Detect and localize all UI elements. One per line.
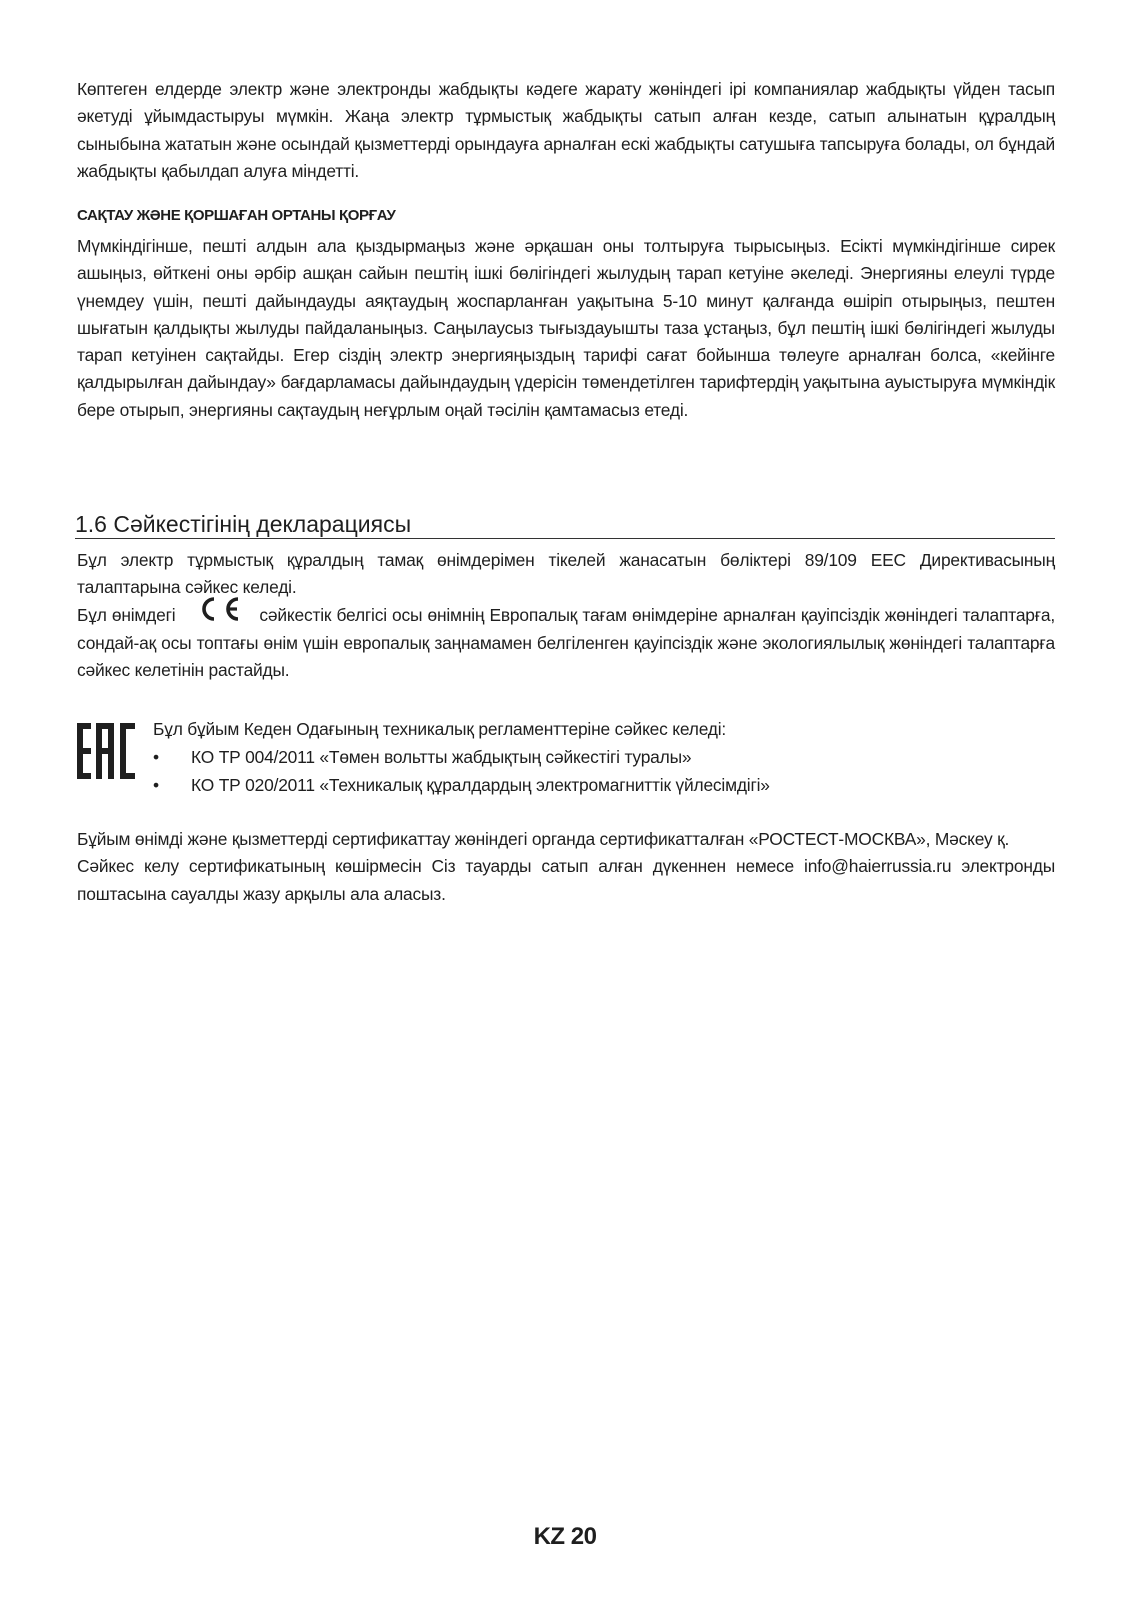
declaration-paragraph-2 xyxy=(77,602,1055,685)
intro-text: Көптеген елдерде электр және электронды жабдықты кәдеге жарату жөніндегі ірі компаниялар жабдықты үйден тасып әкетуді ұйымдастыруы мүмкін. Жаңа электр тұрмыстық жабдықты сатып алған кезде, сатып алынатын құралдың сыныбына жататын және осындай қызметтерді орындауға арналған ескі жабдықты сатушыға тапсыруға болады, ол бұндай жабдықты қабылдап алуға міндетті. xyxy=(77,79,1055,181)
ce-mark-icon xyxy=(197,596,241,630)
intro-paragraph xyxy=(77,76,1055,185)
page-number: KZ 20 xyxy=(533,1523,597,1550)
eac-item-text: КО ТР 020/2011 «Техникалық құралдардың электромагниттік үйлесімдігі» xyxy=(191,775,770,795)
eac-item-text: КО ТР 004/2011 «Төмен вольтты жабдықтың сәйкестігі туралы» xyxy=(191,747,692,767)
eac-intro: Бұл бұйым Кеден Одағының техникалық регламенттеріне сәйкес келеді: xyxy=(153,719,727,739)
cert-paragraph-1: Бұйым өнімді және қызметтерді сертификаттау жөніндегі органда сертификатталған «РОСТЕСТ-МОСКВА», Мәскеу қ. xyxy=(77,829,1010,849)
eac-list xyxy=(153,743,770,799)
declaration-p2-rest: сәйкестік белгісі осы өнімнің Европалық тағам өнімдеріне арналған қауіпсіздік жөніндегі талаптарға, сондай-ақ осы топтағы өнім үшін европалық заңнамамен белгіленген қауіпсіздік және экологиялылық жөніндегі талаптарға сәйкес келетінін растайды. xyxy=(77,604,1056,681)
cert-paragraph-2: Сәйкес келу сертификатының көшірмесін Сіз тауарды сатып алған дүкеннен немесе info@haierrussia.ru электронды поштасына сауалды жазу арқылы ала аласыз. xyxy=(77,856,1055,904)
declaration-title: 1.6 Сәйкестігінің декларациясы xyxy=(75,510,1055,539)
care-heading: САҚТАУ ЖӘНЕ ҚОРШАҒАН ОРТАНЫ ҚОРҒАУ xyxy=(77,207,396,224)
eac-list-item xyxy=(153,771,770,799)
eac-text xyxy=(153,715,770,799)
eac-list-item xyxy=(153,743,770,771)
declaration-section xyxy=(77,547,1055,685)
bullet: • xyxy=(153,747,159,767)
bullet: • xyxy=(153,775,159,795)
certification-section xyxy=(77,826,1055,908)
declaration-p2-start: Бұл өнімдегі xyxy=(77,604,176,625)
care-paragraph xyxy=(77,233,1055,424)
eac-mark-icon xyxy=(77,723,135,784)
declaration-paragraph-1: Бұл электр тұрмыстық құралдың тамақ өнімдерімен тікелей жанасатын бөліктері 89/109 EEC Директивасының талаптарына сәйкес келеді. xyxy=(77,550,1055,598)
care-text: Мүмкіндігінше, пешті алдын ала қыздырмаңыз және әрқашан оны толтыруға тырысыңыз. Есікті мүмкіндігінше сирек ашыңыз, өйткені оны әрбір ашқан сайын пештің ішкі бөлігіндегі жылудың тарап кетуіне әкеледі. Энергияны елеулі түрде үнемдеу үшін, пешті дайындауды аяқтаудың жоспарланған уақытына 5-10 минут қалғанда өшіріп отырыңыз, пештен шығатын қалдықты жылуды пайдаланыңыз. Саңылаусыз тығыздауышты таза ұстаңыз, бұл пештің ішкі бөлігіндегі жылуды тарап кетуінен сақтайды. Егер сіздің электр энергияңыздың тарифі сағат бойынша төлеуге арналған болса, «кейінге қалдырылған дайындау» бағдарламасы дайындаудың үдерісін төмендетілген тарифтердің уақытына ауыстыруға мүмкіндік бере отырып, энергияны сақтаудың неғұрлым оңай тәсілін қамтамасыз етеді. xyxy=(77,236,1055,420)
